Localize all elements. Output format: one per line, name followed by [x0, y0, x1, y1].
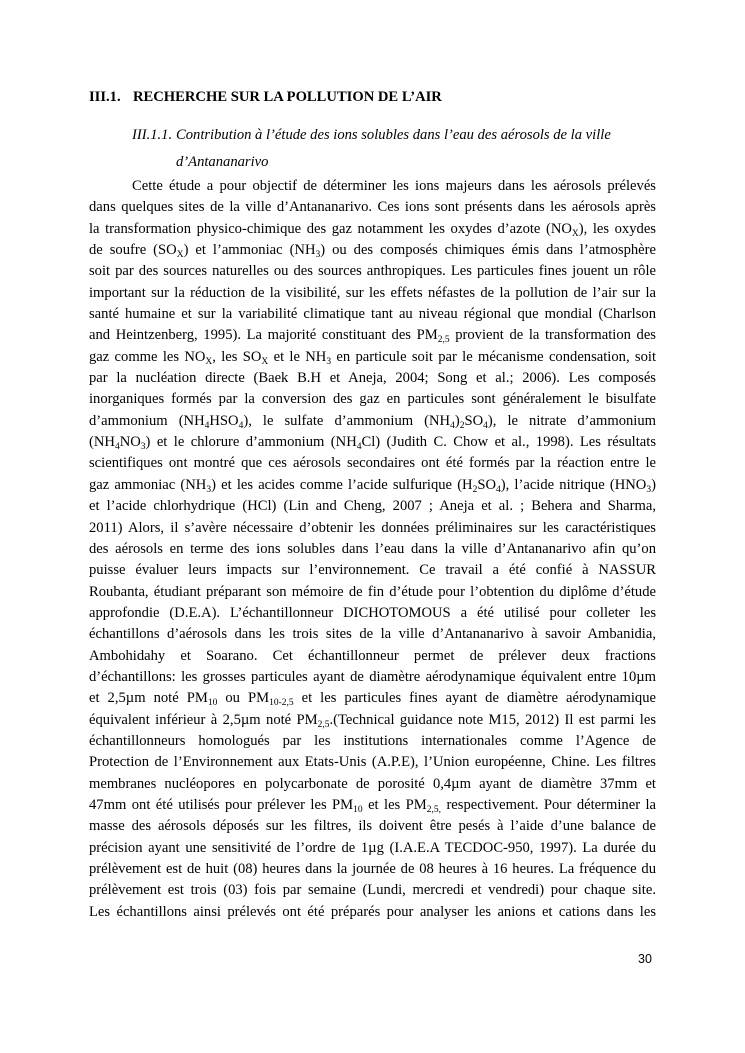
text-line: Les échantillons ainsi prélevés ont été préparés pour analyser les anions et cations dans les — [89, 903, 656, 920]
text-line: 47mm ont été utilisés pour prélever les $PM_{10}$ et les $PM_{2,5,}$ respectivement. Pour déterminer la — [89, 796, 657, 815]
text-line: la transformation physico-chimique des gaz notamment les oxydes d’azote $(NO_X)$, les oxydes — [89, 220, 656, 239]
text-line: des aérosols en terme des ions solubles dans l’eau dans la ville d’Antananarivo afin qu’on — [89, 540, 656, 557]
text-line: membranes nucléopores en polycarbonate de porosité 0,4µm ayant de diamètre 37mm et — [89, 775, 656, 792]
subsection-title-line2: d’Antananarivo — [176, 154, 269, 170]
text-line: masse des aérosols déposés sur les filtres, ils doivent être pesés à l’aide d’une balance de — [89, 818, 656, 835]
text-line: d’échantillons: les grosses particules ayant de diamètre aérodynamique équivalent entre 10µm — [89, 668, 656, 685]
text-line: soit par des sources naturelles ou des sources anthropiques. Les particules fines jouent un rôle — [89, 263, 656, 280]
text-line: et l’acide chlorhydrique (HCl) (Lin and Cheng, 2007 ; Aneja et al. ; Behera and Sharma, — [89, 498, 656, 515]
text-line: Protection de l’Environnement aux Etats-Unis (A.P.E), l’Union européenne, Chine. Les filtres — [89, 754, 656, 771]
text-line: gaz ammoniac $(NH_3)$ et les acides comme l’acide sulfurique $(H_2SO_4)$, l’acide nitrique $(HNO_3)$ — [89, 476, 656, 495]
section-number: III.1. — [89, 89, 121, 105]
text-line: équivalent inférieur à 2,5µm noté $PM_{2,5}.(Technical$ guidance note M15, 2012) Il est parmi les — [89, 711, 656, 730]
text-line: approfondie (D.E.A). L’échantillonneur DICHOTOMOUS a été utilisé pour colleter les — [89, 604, 656, 621]
body-paragraph — [89, 176, 656, 923]
text-line: de soufre $(SO_X)$ et l’ammoniac $(NH_3)$ ou des composés chimiques émis dans l’atmosphère — [89, 242, 656, 261]
text-line: précision ayant une sensitivité de l’ordre de 1µg (I.A.E.A TECDOC-950, 1997). La durée du — [89, 839, 656, 856]
text-line: puisse évaluer leurs impacts sur l’environnement. Ce travail a été confié à NASSUR — [89, 562, 656, 579]
text-line: par la nucléation directe (Baek B.H et Aneja, 2004; Song et al.; 2006). Les composés — [89, 370, 656, 387]
text-line: prélèvement est de huit (08) heures dans la journée de 08 heures à 16 heures. La fréquence du — [89, 861, 656, 877]
text-line: d’ammonium $(NH_4HSO_4)$, le sulfate d’ammonium $(NH_4)_2SO_4$), le nitrate d’ammonium — [89, 412, 656, 431]
text-line: Ambohidahy et Soarano. Cet échantillonneur permet de prélever deux fractions — [89, 647, 656, 664]
text-line: Roubanta, étudiant préparant son mémoire de fin d’étude pour l’obtention du diplôme d’étude — [89, 583, 656, 600]
text-line: 2011) Alors, il s’avère nécessaire d’obtenir les données préliminaires sur les caractéristiques — [89, 519, 656, 536]
text-line: Cette étude a pour objectif de déterminer les ions majeurs dans les aérosols prélevés — [132, 178, 656, 194]
text-line: $(NH_4NO_3)$ et le chlorure d’ammonium $(NH_4Cl)$ (Judith C. Chow et al., 1998). Les résultats — [89, 434, 656, 453]
subsection-number: III.1.1. — [132, 127, 173, 143]
text-line: and Heintzenberg, 1995). La majorité constituant des $PM_{2,5}$ provient de la transformation des — [89, 327, 656, 346]
text-line: gaz comme les $NO_X$, les $SO_X$ et le $NH_3$ en particule soit par le mécanisme condensation, soit — [89, 348, 656, 367]
text-line: échantillonneurs homologués par les institutions internationales comme l’Agence de — [89, 732, 656, 749]
page-number: 30 — [638, 952, 652, 966]
subsection-heading — [132, 122, 656, 176]
text-line: échantillons d’aérosols dans les trois sites de la ville d’Antananarivo à savoir Ambanidia, — [89, 626, 656, 643]
subsection-title-line1: Contribution à l’étude des ions solubles dans l’eau des aérosols de la ville — [176, 127, 611, 143]
section-heading — [89, 89, 442, 106]
text-line: inorganiques formés par la conversion des gaz en particules sont généralement le bisulfate — [89, 391, 656, 408]
text-line: santé humaine et sur la variabilité climatique tant au niveau régional que mondial (Charlson — [89, 306, 656, 323]
text-line: dans quelques sites de la ville d’Antananarivo. Ces ions sont présents dans les aérosols après — [89, 199, 656, 216]
text-line: prélèvement est trois (03) fois par semaine (Lundi, mercredi et vendredi) pour chaque site. — [89, 882, 656, 899]
text-line: important sur la réduction de la visibilité, sur les effets néfastes de la pollution de l’air sur la — [89, 284, 656, 301]
text-line: scientifiques ont montré que ces aérosols secondaires ont été formés par la réaction entre le — [89, 455, 656, 472]
section-title: RECHERCHE SUR LA POLLUTION DE L’AIR — [133, 89, 442, 105]
text-line: et 2,5µm noté $PM_{10}$ ou $PM_{10-2,5}$ et les particules fines ayant de diamètre aérodynamique — [89, 690, 657, 709]
